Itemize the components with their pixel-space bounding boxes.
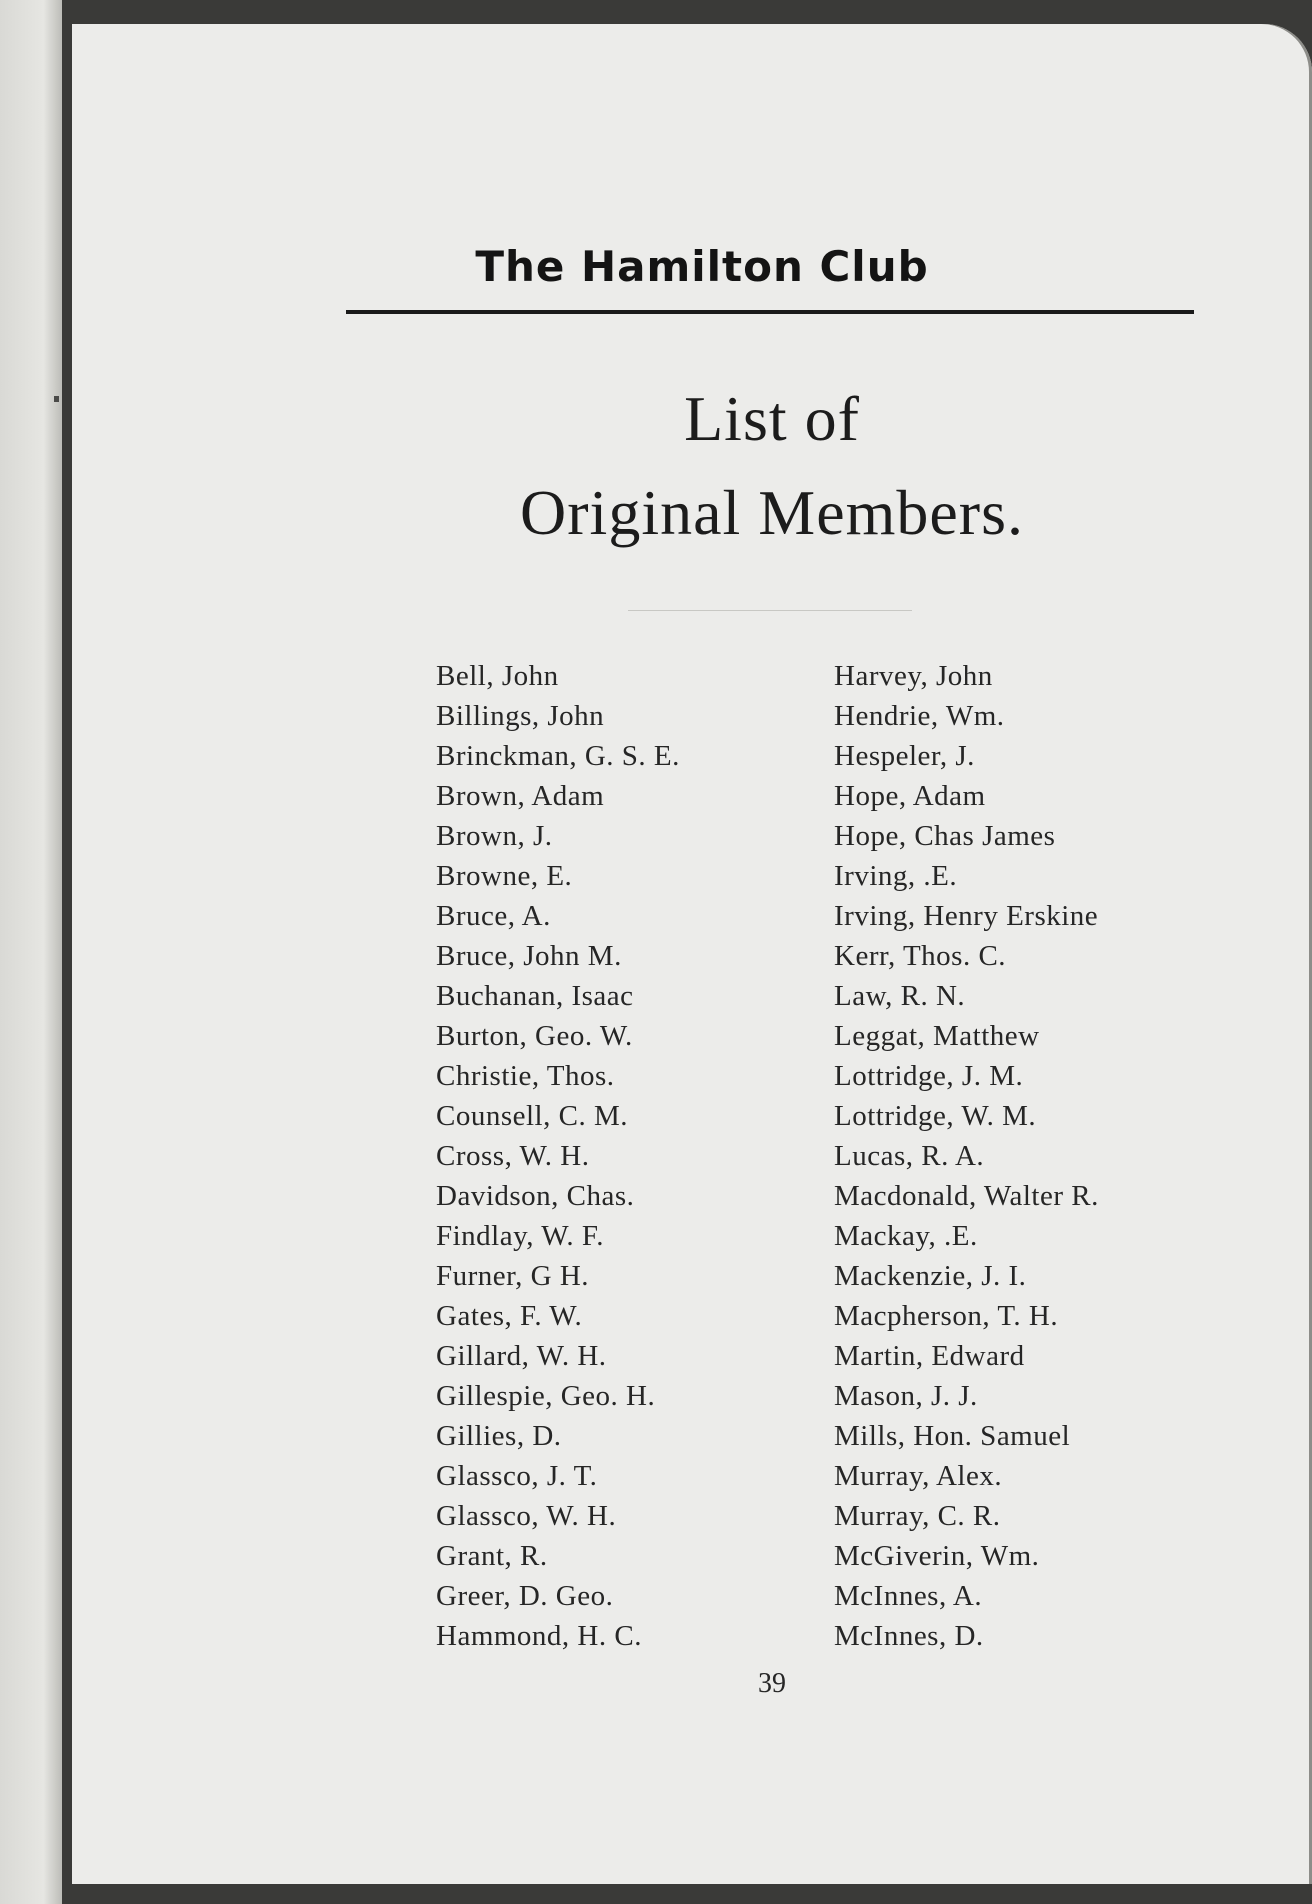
- member-name: Hespeler, J.: [834, 740, 975, 772]
- member-name: Burton, Geo. W.: [436, 1020, 633, 1052]
- facing-page-edge: [0, 0, 62, 1904]
- member-name: Law, R. N.: [834, 980, 966, 1012]
- member-name: Irving, Henry Erskine: [834, 900, 1099, 932]
- margin-speck: [54, 396, 59, 402]
- member-name: Gillard, W. H.: [436, 1340, 607, 1372]
- member-name: Bruce, John M.: [436, 940, 622, 972]
- divider: [628, 610, 912, 611]
- member-name: Hope, Chas James: [834, 820, 1056, 852]
- member-name: Glassco, J. T.: [436, 1460, 598, 1492]
- member-name: Mackenzie, J. I.: [834, 1260, 1027, 1292]
- member-name: Kerr, Thos. C.: [834, 940, 1007, 972]
- page-title-line-2: Original Members.: [520, 477, 1024, 548]
- member-name: Martin, Edward: [834, 1340, 1025, 1372]
- member-name: Greer, D. Geo.: [436, 1580, 614, 1612]
- member-name: Brown, J.: [436, 820, 553, 852]
- member-name: McGiverin, Wm.: [834, 1540, 1040, 1572]
- member-name: Buchanan, Isaac: [436, 980, 634, 1012]
- page-number: 39: [758, 1668, 786, 1699]
- member-name: McInnes, A.: [834, 1580, 983, 1612]
- member-name: Leggat, Matthew: [834, 1020, 1040, 1052]
- header-rule: [346, 310, 1194, 314]
- book-page: [72, 24, 1312, 1884]
- member-name: Billings, John: [436, 700, 605, 732]
- member-name: Macdonald, Walter R.: [834, 1180, 1099, 1212]
- member-name: Murray, C. R.: [834, 1500, 1001, 1532]
- running-header: The Hamilton Club: [475, 242, 929, 291]
- member-name: Christie, Thos.: [436, 1060, 615, 1092]
- member-name: Mills, Hon. Samuel: [834, 1420, 1071, 1452]
- member-name: Harvey, John: [834, 660, 993, 692]
- page-title-line-1: List of: [684, 383, 860, 454]
- member-name: Bruce, A.: [436, 900, 551, 932]
- member-name: Mackay, .E.: [834, 1220, 978, 1252]
- member-name: Findlay, W. F.: [436, 1220, 604, 1252]
- member-list-left: [436, 656, 680, 1656]
- member-name: Cross, W. H.: [436, 1140, 590, 1172]
- member-name: Bell, John: [436, 660, 559, 692]
- member-name: Furner, G H.: [436, 1260, 590, 1292]
- member-name: Gillespie, Geo. H.: [436, 1380, 656, 1412]
- member-name: Glassco, W. H.: [436, 1500, 617, 1532]
- member-name: Lucas, R. A.: [834, 1140, 985, 1172]
- member-name: Irving, .E.: [834, 860, 958, 892]
- member-name: McInnes, D.: [834, 1620, 984, 1652]
- member-name: Counsell, C. M.: [436, 1100, 628, 1132]
- member-name: Browne, E.: [436, 860, 573, 892]
- member-name: Brinckman, G. S. E.: [436, 740, 680, 772]
- member-name: Lottridge, W. M.: [834, 1100, 1037, 1132]
- member-name: Davidson, Chas.: [436, 1180, 635, 1212]
- member-name: Brown, Adam: [436, 780, 605, 812]
- member-list-right: [834, 656, 1099, 1656]
- member-name: Hope, Adam: [834, 780, 986, 812]
- member-name: Macpherson, T. H.: [834, 1300, 1059, 1332]
- member-name: Mason, J. J.: [834, 1380, 978, 1412]
- member-name: Gates, F. W.: [436, 1300, 583, 1332]
- member-name: Murray, Alex.: [834, 1460, 1003, 1492]
- member-name: Lottridge, J. M.: [834, 1060, 1024, 1092]
- member-name: Hammond, H. C.: [436, 1620, 642, 1652]
- member-name: Hendrie, Wm.: [834, 700, 1005, 732]
- member-name: Gillies, D.: [436, 1420, 562, 1452]
- member-name: Grant, R.: [436, 1540, 548, 1572]
